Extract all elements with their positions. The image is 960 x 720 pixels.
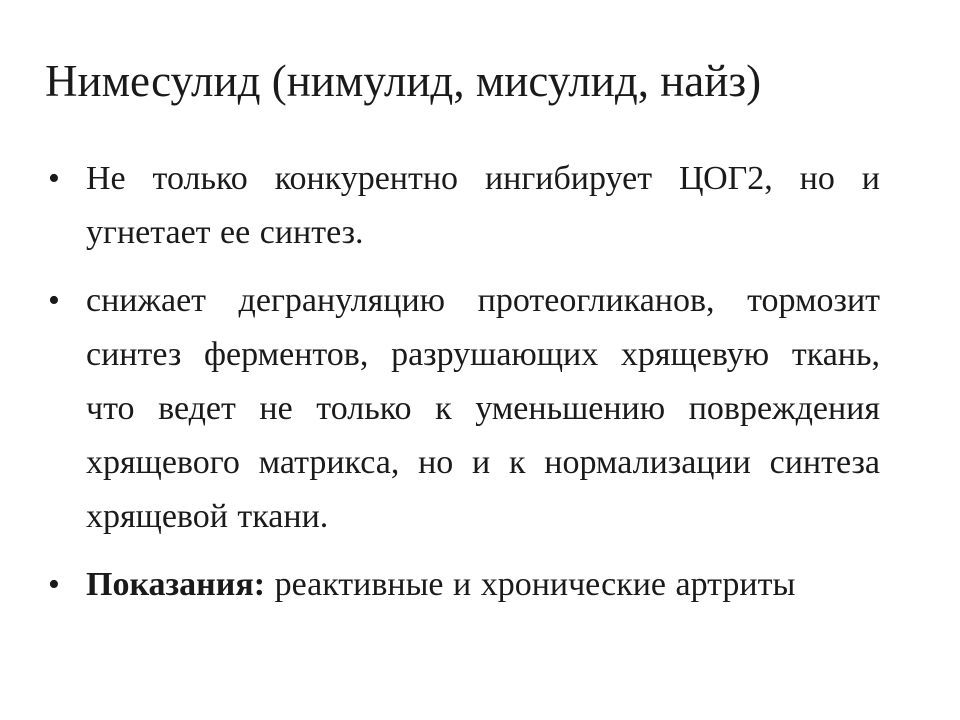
bullet-text-with-lead <box>86 558 880 612</box>
bullet-text: снижает дегрануляцию протеогликанов, тормозит синтез ферментов, разрушающих хрящевую ткань, что ведет не только к уменьшению повреждения хрящевого матрикса, но и к нормализации синтеза хрящевой ткани. <box>86 282 880 535</box>
indications-label: Показания: <box>86 566 266 603</box>
bullet-item-1 <box>48 152 880 260</box>
bullet-item-3 <box>48 558 880 612</box>
bullet-marker: • <box>48 282 60 319</box>
bullet-item-2 <box>48 274 880 544</box>
bullet-marker: • <box>48 566 60 603</box>
indications-text: реактивные и хронические артриты <box>274 566 796 603</box>
bullet-marker: • <box>48 160 60 197</box>
bullet-text: Не только конкурентно ингибирует ЦОГ2, но и угнетает ее синтез. <box>86 160 880 251</box>
slide-title: Нимесулид (нимулид, мисулид, найз) <box>45 56 762 106</box>
bullet-list <box>48 152 880 626</box>
